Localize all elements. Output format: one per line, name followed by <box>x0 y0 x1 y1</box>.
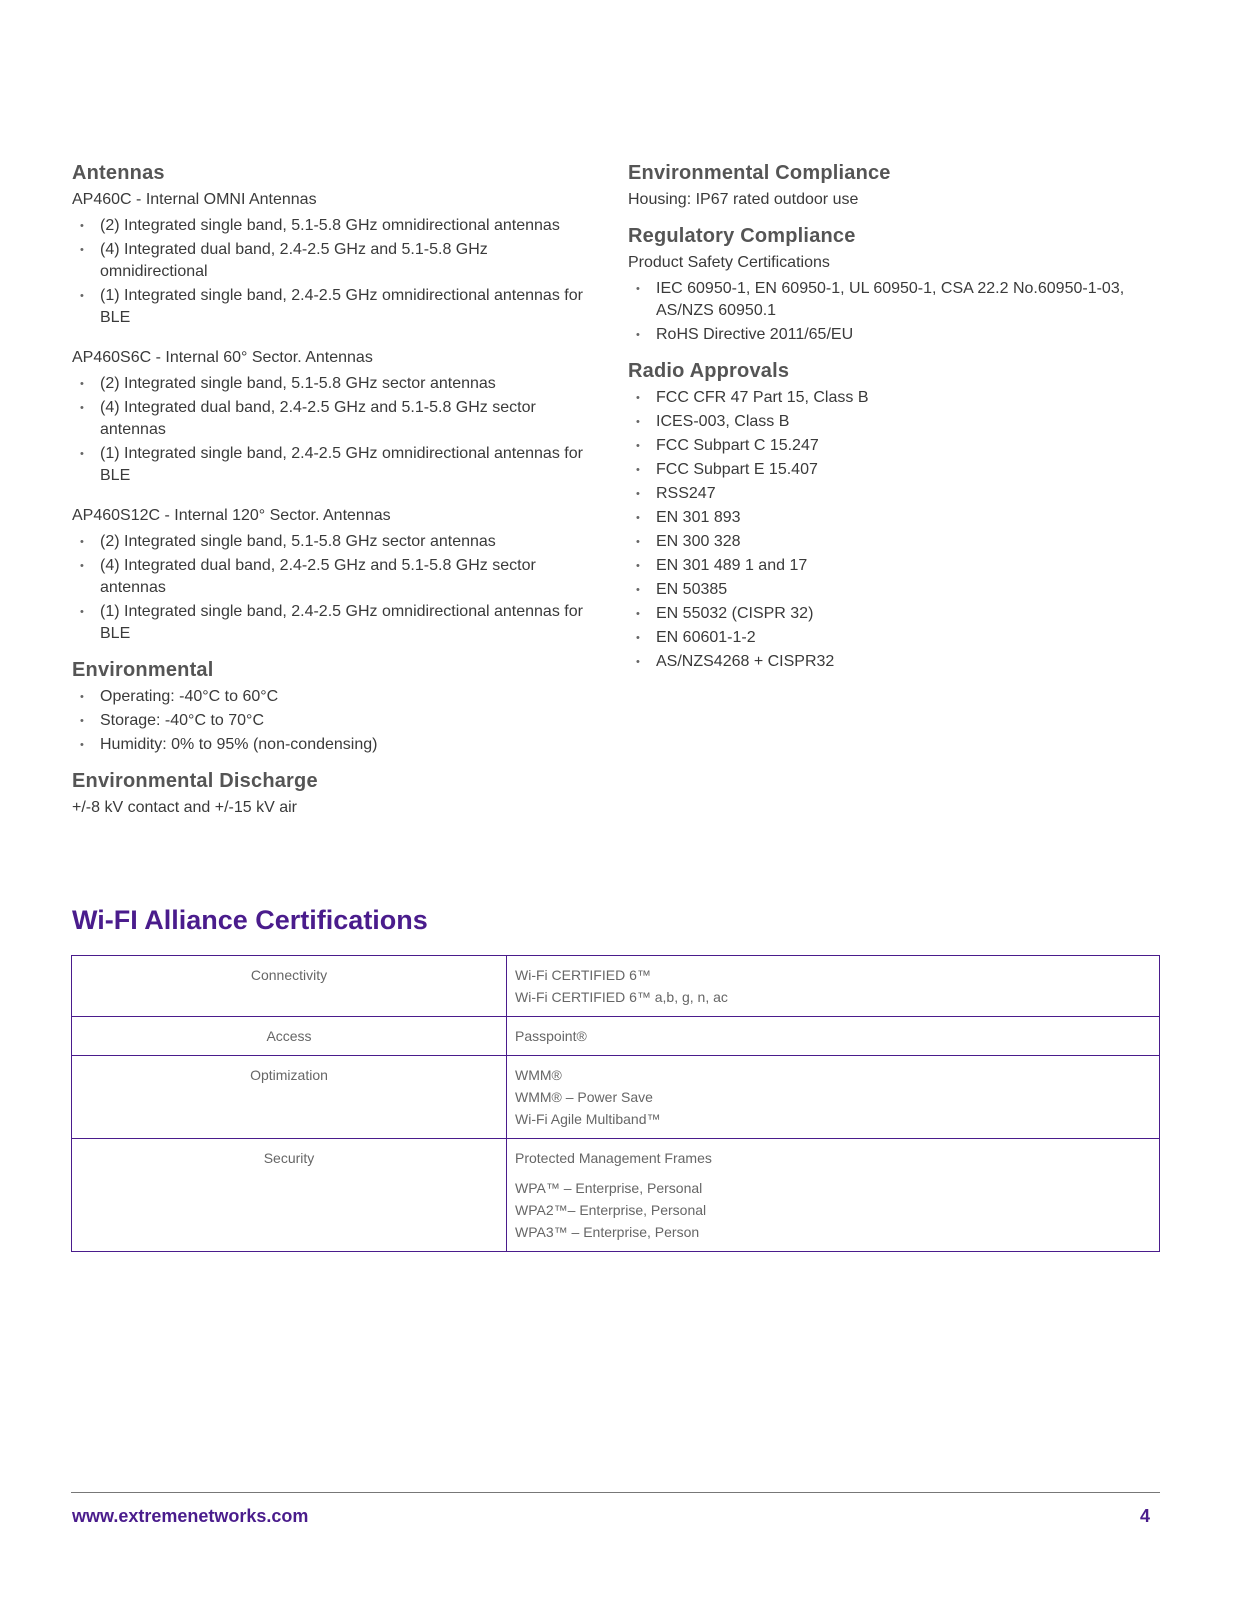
antenna-group <box>72 505 592 645</box>
cell-value: WPA2™– Enterprise, Personal <box>515 1202 707 1218</box>
regulatory-heading: Regulatory Compliance <box>628 225 856 247</box>
table-row <box>72 1017 1160 1056</box>
list-item: • EN 300 328 <box>628 531 1168 553</box>
regulatory-section <box>628 225 1168 346</box>
list-item: • (1) Integrated single band, 2.4-2.5 GHz omnidirectional antennas for BLE <box>72 601 592 645</box>
list-item: • AS/NZS4268 + CISPR32 <box>628 651 1168 673</box>
table-row <box>72 1056 1160 1139</box>
table-cell-values <box>507 1056 1160 1139</box>
discharge-section <box>72 770 592 819</box>
list-item: • (4) Integrated dual band, 2.4-2.5 GHz and 5.1-5.8 GHz omnidirectional <box>72 239 592 283</box>
antenna-group-subtitle: AP460S12C - Internal 120° Sector. Antennas <box>72 507 391 524</box>
cell-value: Wi-Fi Agile Multiband™ <box>515 1111 661 1127</box>
cell-value: Protected Management Frames <box>515 1150 712 1166</box>
list-item: • EN 55032 (CISPR 32) <box>628 603 1168 625</box>
antenna-group <box>72 189 592 329</box>
antenna-group-subtitle: AP460S6C - Internal 60° Sector. Antennas <box>72 349 373 366</box>
antenna-group-subtitle: AP460C - Internal OMNI Antennas <box>72 191 317 208</box>
list-item: • FCC Subpart C 15.247 <box>628 435 1168 457</box>
page-number: 4 <box>1140 1506 1151 1526</box>
environmental-list <box>72 686 592 756</box>
table-cell-values <box>507 1017 1160 1056</box>
list-item: • Storage: -40°C to 70°C <box>72 710 592 732</box>
regulatory-list <box>628 278 1168 346</box>
left-column <box>72 162 592 833</box>
table-cell-values <box>507 1139 1160 1252</box>
list-item: • RoHS Directive 2011/65/EU <box>628 324 1168 346</box>
cell-value: WMM® – Power Save <box>515 1089 653 1105</box>
antenna-list <box>72 373 592 487</box>
list-item: • (2) Integrated single band, 5.1-5.8 GHz sector antennas <box>72 531 592 553</box>
list-item: • EN 301 489 1 and 17 <box>628 555 1168 577</box>
cell-value: WMM® <box>515 1067 562 1083</box>
radio-section <box>628 360 1168 673</box>
list-item: • FCC Subpart E 15.407 <box>628 459 1168 481</box>
antennas-heading: Antennas <box>72 162 165 184</box>
list-item: • FCC CFR 47 Part 15, Class B <box>628 387 1168 409</box>
list-item: • EN 301 893 <box>628 507 1168 529</box>
antenna-list <box>72 531 592 645</box>
list-item: • (2) Integrated single band, 5.1-5.8 GHz sector antennas <box>72 373 592 395</box>
table-cell-key: Connectivity <box>72 956 507 1017</box>
wifi-certifications-table <box>71 955 1160 1252</box>
list-item: • (2) Integrated single band, 5.1-5.8 GHz omnidirectional antennas <box>72 215 592 237</box>
table-cell-key: Access <box>72 1017 507 1056</box>
wifi-certifications-title: Wi-FI Alliance Certifications <box>72 905 428 935</box>
footer-divider <box>71 1492 1160 1493</box>
env-compliance-text: Housing: IP67 rated outdoor use <box>628 191 859 208</box>
list-item: • (1) Integrated single band, 2.4-2.5 GHz omnidirectional antennas for BLE <box>72 285 592 329</box>
cell-value: Wi-Fi CERTIFIED 6™ a,b, g, n, ac <box>515 989 728 1005</box>
radio-heading: Radio Approvals <box>628 360 790 382</box>
list-item: • EN 60601-1-2 <box>628 627 1168 649</box>
cell-value: Passpoint® <box>515 1028 587 1044</box>
antenna-group <box>72 347 592 487</box>
environmental-section <box>72 659 592 756</box>
env-compliance-heading: Environmental Compliance <box>628 162 891 184</box>
cell-value: WPA™ – Enterprise, Personal <box>515 1180 703 1196</box>
discharge-heading: Environmental Discharge <box>72 770 318 792</box>
table-cell-values <box>507 956 1160 1017</box>
table-row <box>72 956 1160 1017</box>
antenna-list <box>72 215 592 329</box>
env-compliance-section <box>628 162 1168 211</box>
table-row <box>72 1139 1160 1252</box>
list-item: • EN 50385 <box>628 579 1168 601</box>
list-item: • (4) Integrated dual band, 2.4-2.5 GHz and 5.1-5.8 GHz sector antennas <box>72 397 592 441</box>
list-item: • IEC 60950-1, EN 60950-1, UL 60950-1, CSA 22.2 No.60950-1-03, AS/NZS 60950.1 <box>628 278 1168 322</box>
radio-list <box>628 387 1168 673</box>
list-item: • (1) Integrated single band, 2.4-2.5 GHz omnidirectional antennas for BLE <box>72 443 592 487</box>
list-item: • RSS247 <box>628 483 1168 505</box>
right-column <box>628 162 1168 687</box>
list-item: • (4) Integrated dual band, 2.4-2.5 GHz and 5.1-5.8 GHz sector antennas <box>72 555 592 599</box>
regulatory-subtitle: Product Safety Certifications <box>628 254 830 271</box>
cell-value: Wi-Fi CERTIFIED 6™ <box>515 967 651 983</box>
list-item: • Humidity: 0% to 95% (non-condensing) <box>72 734 592 756</box>
table-cell-key: Security <box>72 1139 507 1252</box>
table-cell-key: Optimization <box>72 1056 507 1139</box>
environmental-heading: Environmental <box>72 659 214 681</box>
discharge-text: +/-8 kV contact and +/-15 kV air <box>72 799 298 816</box>
antennas-section <box>72 162 592 645</box>
cell-value: WPA3™ – Enterprise, Person <box>515 1224 700 1240</box>
footer-website-link[interactable]: www.extremenetworks.com <box>72 1506 309 1526</box>
list-item: • ICES-003, Class B <box>628 411 1168 433</box>
list-item: • Operating: -40°C to 60°C <box>72 686 592 708</box>
